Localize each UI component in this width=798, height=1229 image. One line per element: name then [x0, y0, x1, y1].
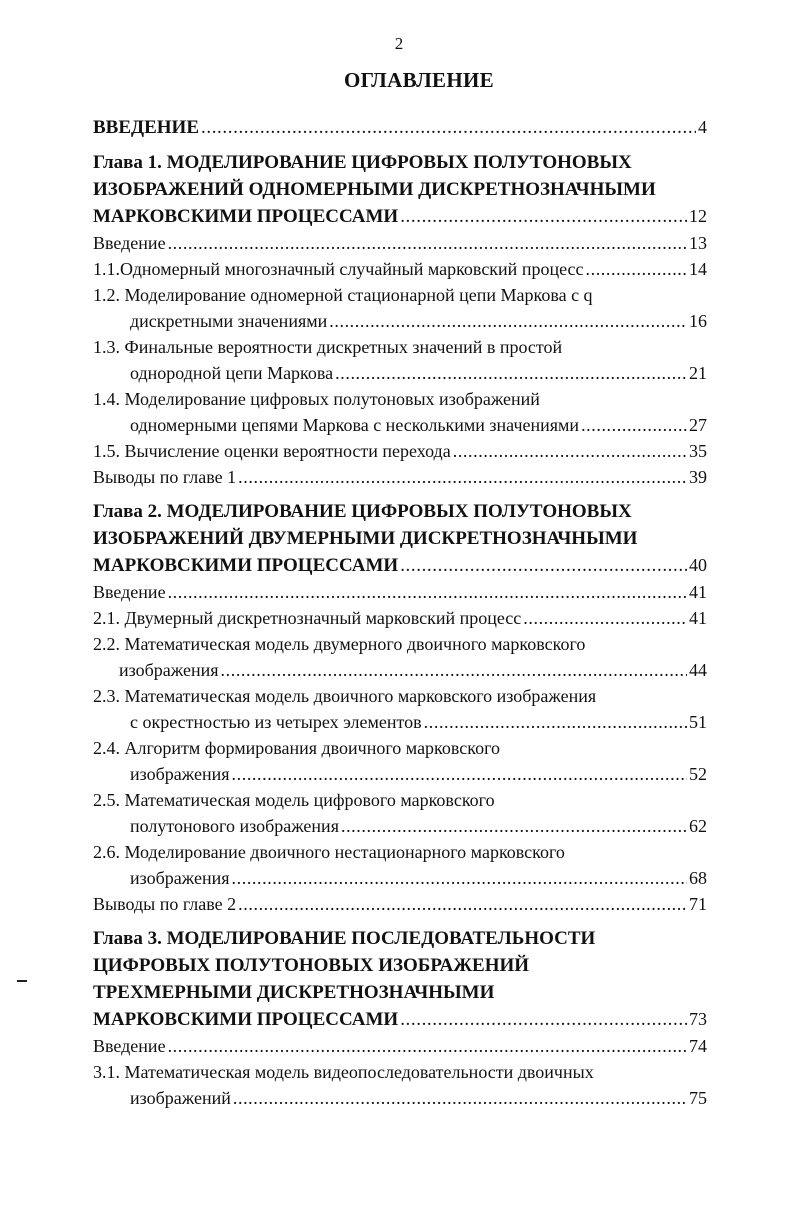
margin-dash-mark	[17, 980, 27, 982]
toc-entry	[93, 256, 707, 282]
toc-page-number: 44	[689, 660, 707, 680]
dot-leader	[400, 552, 687, 579]
toc-entry-title: Введение	[93, 233, 166, 253]
toc-entry-title: 2.6. Моделирование двоичного нестационарного марковского	[93, 842, 565, 862]
dot-leader	[400, 1006, 687, 1033]
toc-page-number: 41	[689, 582, 707, 602]
toc-entry	[93, 1059, 707, 1111]
toc-entry-title: 1.3. Финальные вероятности дискретных значений в простой	[93, 337, 563, 357]
chapter-heading-line: МАРКОВСКИМИ ПРОЦЕССАМИ	[93, 555, 399, 576]
toc-entry-title: 1.1.Одномерный многозначный случайный марковский процесс	[93, 259, 584, 279]
dot-leader	[400, 203, 687, 230]
toc-entry	[93, 683, 707, 735]
toc-chapter-3	[93, 925, 707, 1033]
dot-leader	[453, 438, 687, 464]
toc-page-number: 62	[689, 816, 707, 836]
dot-leader	[238, 464, 687, 490]
toc-entry-title-continued: однородной цепи Маркова	[130, 363, 334, 383]
toc-entry-title-continued: изображения	[119, 660, 219, 680]
toc-entry-introduction	[93, 114, 707, 141]
toc-entry	[93, 787, 707, 839]
toc-page-number: 74	[689, 1036, 707, 1056]
toc-entry	[93, 839, 707, 891]
chapter-heading-line: МАРКОВСКИМИ ПРОЦЕССАМИ	[93, 1009, 399, 1030]
toc-page-number: 12	[689, 206, 707, 226]
toc-title: ОГЛАВЛЕНИЕ	[344, 68, 494, 92]
toc-entry-title: 2.4. Алгоритм формирования двоичного марковского	[93, 738, 501, 758]
toc-entry-title: 2.2. Математическая модель двумерного двоичного марковского	[93, 634, 586, 654]
toc-chapter-1	[93, 149, 707, 230]
toc-entry-title-continued: полутонового изображения	[130, 816, 339, 836]
dot-leader	[168, 230, 687, 256]
toc-chapter-2	[93, 498, 707, 579]
toc-entry	[93, 1033, 707, 1059]
dot-leader	[581, 412, 687, 438]
dot-leader	[335, 360, 687, 386]
dot-leader	[341, 813, 687, 839]
toc-page-number: 21	[689, 363, 707, 383]
toc-page-number: 68	[689, 868, 707, 888]
dot-leader	[586, 256, 688, 282]
toc-entry-title: ВВЕДЕНИЕ	[93, 117, 199, 138]
toc-entry-title: Выводы по главе 1	[93, 467, 237, 487]
toc-page-number: 35	[689, 441, 707, 461]
chapter-heading-line: ИЗОБРАЖЕНИЙ ОДНОМЕРНЫМИ ДИСКРЕТНОЗНАЧНЫМИ	[93, 179, 656, 200]
toc-entry	[93, 631, 707, 683]
chapter-heading-line: Глава 1. МОДЕЛИРОВАНИЕ ЦИФРОВЫХ ПОЛУТОНОВЫХ	[93, 152, 632, 173]
chapter-heading-line: ЦИФРОВЫХ ПОЛУТОНОВЫХ ИЗОБРАЖЕНИЙ	[93, 955, 530, 976]
dot-leader	[168, 579, 687, 605]
dot-leader	[168, 1033, 687, 1059]
toc-entry	[93, 334, 707, 386]
toc-page-number: 14	[689, 259, 707, 279]
dot-leader	[221, 657, 687, 683]
toc-entry	[93, 464, 707, 490]
toc-page-number: 4	[698, 117, 707, 137]
toc-page-number: 39	[689, 467, 707, 487]
dot-leader	[233, 1085, 687, 1111]
toc-page-number: 71	[689, 894, 707, 914]
dot-leader	[329, 308, 687, 334]
toc-entry-title: 3.1. Математическая модель видеопоследовательности двоичных	[93, 1062, 594, 1082]
toc-entry-title: Введение	[93, 582, 166, 602]
toc-page-number: 51	[689, 712, 707, 732]
toc-entry-title-continued: с окрестностью из четырех элементов	[130, 712, 422, 732]
toc-entry-title: 1.2. Моделирование одномерной стационарной цепи Маркова с q	[93, 285, 593, 305]
toc-page-number: 75	[689, 1088, 707, 1108]
dot-leader	[238, 891, 687, 917]
toc-entry	[93, 386, 707, 438]
toc-entry	[93, 282, 707, 334]
toc-page-number: 16	[689, 311, 707, 331]
toc-page-number: 27	[689, 415, 707, 435]
toc-entry-title: Введение	[93, 1036, 166, 1056]
toc-entry-title: Выводы по главе 2	[93, 894, 237, 914]
toc-page-number: 73	[689, 1009, 707, 1029]
table-of-contents	[93, 114, 707, 1111]
toc-entry	[93, 438, 707, 464]
dot-leader	[201, 114, 696, 141]
dot-leader	[232, 865, 687, 891]
toc-entry	[93, 579, 707, 605]
dot-leader	[232, 761, 687, 787]
chapter-heading-line: ТРЕХМЕРНЫМИ ДИСКРЕТНОЗНАЧНЫМИ	[93, 982, 495, 1003]
dot-leader	[523, 605, 687, 631]
toc-entry-title-continued: изображений	[130, 1088, 231, 1108]
toc-page-number: 40	[689, 555, 707, 575]
toc-entry-title-continued: одномерными цепями Маркова с несколькими значениями	[130, 415, 580, 435]
toc-entry-title-continued: дискретными значениями	[130, 311, 328, 331]
chapter-heading-line: Глава 2. МОДЕЛИРОВАНИЕ ЦИФРОВЫХ ПОЛУТОНОВЫХ	[93, 501, 632, 522]
toc-page-number: 52	[689, 764, 707, 784]
toc-entry-title: 1.4. Моделирование цифровых полутоновых изображений	[93, 389, 540, 409]
chapter-heading-line: Глава 3. МОДЕЛИРОВАНИЕ ПОСЛЕДОВАТЕЛЬНОСТИ	[93, 928, 596, 949]
toc-entry-title-continued: изображения	[130, 764, 230, 784]
toc-entry-title: 1.5. Вычисление оценки вероятности перехода	[93, 441, 451, 461]
toc-entry	[93, 735, 707, 787]
toc-entry-title-continued: изображения	[130, 868, 230, 888]
toc-entry	[93, 230, 707, 256]
dot-leader	[424, 709, 687, 735]
toc-entry	[93, 605, 707, 631]
page-number: 2	[394, 34, 404, 53]
chapter-heading-line: ИЗОБРАЖЕНИЙ ДВУМЕРНЫМИ ДИСКРЕТНОЗНАЧНЫМИ	[93, 528, 638, 549]
chapter-heading-line: МАРКОВСКИМИ ПРОЦЕССАМИ	[93, 206, 399, 227]
toc-page-number: 13	[689, 233, 707, 253]
toc-entry-title: 2.3. Математическая модель двоичного марковского изображения	[93, 686, 597, 706]
toc-entry-title: 2.5. Математическая модель цифрового марковского	[93, 790, 495, 810]
toc-entry-title: 2.1. Двумерный дискретнозначный марковский процесс	[93, 608, 522, 628]
toc-page-number: 41	[689, 608, 707, 628]
toc-entry	[93, 891, 707, 917]
